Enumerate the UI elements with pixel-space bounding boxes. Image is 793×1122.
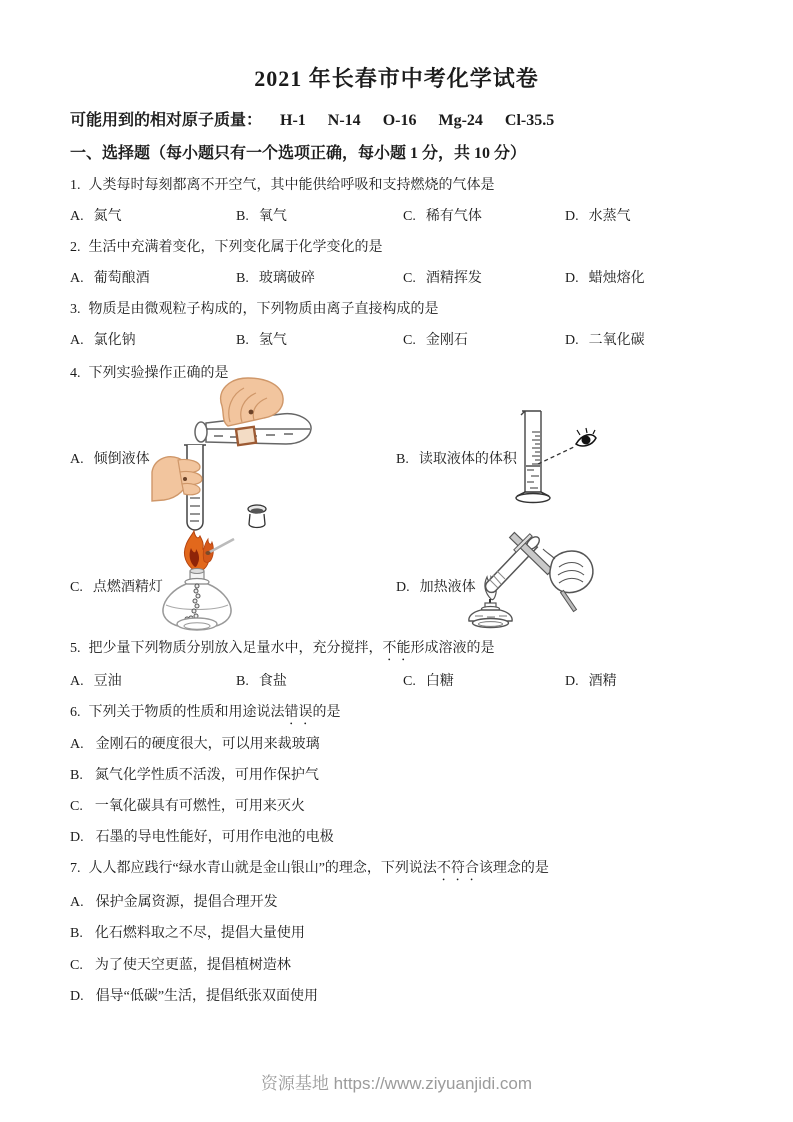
option-label: D.: [565, 674, 579, 689]
option-label: D.: [70, 830, 84, 845]
question-text: 下列关于物质的性质和用途说法: [88, 705, 285, 720]
option-a[interactable]: [70, 672, 236, 691]
figure-caption-text: 倾倒液体: [93, 452, 150, 467]
option-text: 白糖: [425, 674, 454, 689]
option-b[interactable]: [236, 207, 403, 226]
option-b[interactable]: [236, 269, 403, 288]
question-7-option-d[interactable]: [70, 987, 730, 1006]
option-d[interactable]: [565, 269, 725, 288]
figure-c-caption[interactable]: [70, 576, 163, 596]
option-b[interactable]: [236, 672, 403, 691]
option-c[interactable]: [403, 269, 565, 288]
option-text: 一氧化碳具有可燃性，可用来灭火: [94, 799, 305, 814]
atomic-mass-value: H-1: [280, 112, 306, 129]
footer-link[interactable]: 资源基地 https://www.ziyuanjidi.com: [260, 1074, 533, 1093]
option-label: C.: [403, 674, 416, 689]
option-label: D.: [565, 271, 579, 286]
question-2-options: [70, 269, 725, 288]
option-label: B.: [236, 209, 249, 224]
question-text: 生活中充满着变化，下列变化属于化学变化的是: [88, 240, 383, 255]
option-label: D.: [565, 333, 579, 348]
atomic-mass-value: Mg-24: [438, 112, 483, 129]
question-1-options: [70, 207, 725, 226]
option-text: 食盐: [258, 674, 287, 689]
question-number: 1.: [70, 178, 81, 193]
question-3-stem: [70, 300, 730, 319]
option-text: 保护金属资源，提倡合理开发: [95, 895, 278, 910]
option-a[interactable]: [70, 331, 236, 350]
option-d[interactable]: [565, 672, 725, 691]
question-text-emphasis: 不符合: [436, 861, 479, 876]
figure-a-caption[interactable]: [70, 448, 150, 468]
question-7-option-c[interactable]: [70, 956, 730, 975]
option-text: 氮气化学性质不活泼，可用作保护气: [94, 768, 319, 783]
question-number: 6.: [70, 705, 81, 720]
option-label: B.: [70, 768, 83, 783]
read-volume-figure: [494, 404, 604, 504]
question-7-option-b[interactable]: [70, 924, 730, 943]
option-label: A.: [70, 271, 84, 286]
option-label: D.: [396, 580, 410, 595]
option-label: C.: [403, 271, 416, 286]
figure-caption-text: 点燃酒精灯: [92, 580, 163, 595]
question-number: 2.: [70, 240, 81, 255]
option-text: 蜡烛熔化: [588, 271, 645, 286]
question-text: 该理念的是: [478, 861, 549, 876]
question-text: 的是: [312, 705, 341, 720]
option-label: D.: [70, 989, 84, 1004]
question-number: 7.: [70, 861, 81, 876]
question-7-stem: [70, 859, 730, 884]
option-text: 二氧化碳: [588, 333, 645, 348]
question-3-options: [70, 331, 725, 350]
option-text: 氧气: [258, 209, 287, 224]
option-label: A.: [70, 333, 84, 348]
option-label: C.: [70, 799, 83, 814]
question-5-stem: [70, 639, 730, 664]
question-6-option-d[interactable]: [70, 828, 730, 847]
question-6-option-b[interactable]: [70, 766, 730, 785]
question-6-option-a[interactable]: [70, 735, 730, 754]
option-d[interactable]: [565, 207, 725, 226]
option-b[interactable]: [236, 331, 403, 350]
option-a[interactable]: [70, 269, 236, 288]
option-label: B.: [236, 333, 249, 348]
option-label: B.: [236, 271, 249, 286]
option-label: C.: [403, 209, 416, 224]
atomic-mass-value: O-16: [382, 112, 417, 129]
question-text: 人类每时每刻都离不开空气，其中能供给呼吸和支持燃烧的气体是: [88, 178, 495, 193]
question-number: 5.: [70, 641, 81, 656]
question-6-option-c[interactable]: [70, 797, 730, 816]
question-text-emphasis: 错误: [284, 705, 313, 720]
question-number: 3.: [70, 302, 81, 317]
question-text: 把少量下列物质分别放入足量水中，充分搅拌，: [88, 641, 383, 656]
option-label: B.: [70, 926, 83, 941]
option-text: 金刚石的硬度很大，可以用来裁玻璃: [95, 737, 320, 752]
footer-watermark: [0, 1069, 793, 1094]
question-5-options: [70, 672, 725, 691]
option-text: 稀有气体: [425, 209, 482, 224]
option-c[interactable]: [403, 672, 565, 691]
question-7-option-a[interactable]: [70, 893, 730, 912]
option-label: B.: [396, 452, 409, 467]
option-label: C.: [403, 333, 416, 348]
pour-liquid-figure: [152, 376, 324, 534]
atomic-mass-value: Cl-35.5: [504, 112, 555, 129]
option-a[interactable]: [70, 207, 236, 226]
option-label: A.: [70, 452, 84, 467]
option-label: A.: [70, 895, 84, 910]
option-c[interactable]: [403, 331, 565, 350]
heat-liquid-figure: [455, 515, 615, 635]
option-text: 氢气: [258, 333, 287, 348]
option-text: 氮气: [93, 209, 122, 224]
option-text: 酒精挥发: [425, 271, 482, 286]
option-text: 石墨的导电性能好，可用作电池的电极: [95, 830, 334, 845]
page-title: 2021 年长春市中考化学试卷: [254, 66, 539, 91]
question-2-stem: [70, 238, 730, 257]
option-text: 倡导“低碳”生活，提倡纸张双面使用: [95, 989, 319, 1004]
option-text: 葡萄酿酒: [93, 271, 150, 286]
question-number: 4.: [70, 366, 81, 381]
option-text: 金刚石: [425, 333, 468, 348]
question-text: 下列实验操作正确的是: [88, 366, 229, 381]
section-heading: 一、选择题（每小题只有一个选项正确，每小题 1 分，共 10 分）: [70, 145, 527, 162]
option-label: A.: [70, 209, 84, 224]
option-label: C.: [70, 580, 83, 595]
option-label: A.: [70, 737, 84, 752]
option-text: 为了使天空更蓝，提倡植树造林: [94, 958, 291, 973]
figure-caption-text: 加热液体: [419, 580, 476, 595]
question-text: 形成溶液的是: [410, 641, 495, 656]
question-6-stem: [70, 703, 730, 728]
option-text: 酒精: [588, 674, 617, 689]
question-1-stem: [70, 176, 730, 195]
atomic-mass-line: [70, 107, 576, 130]
option-label: D.: [565, 209, 579, 224]
option-text: 玻璃破碎: [258, 271, 315, 286]
question-text: 物质是由微观粒子构成的，下列物质由离子直接构成的是: [88, 302, 439, 317]
option-text: 豆油: [93, 674, 122, 689]
option-label: A.: [70, 674, 84, 689]
atomic-mass-label: 可能用到的相对原子质量：: [70, 112, 263, 129]
option-c[interactable]: [403, 207, 565, 226]
option-text: 水蒸气: [588, 209, 631, 224]
option-text: 化石燃料取之不尽，提倡大量使用: [94, 926, 305, 941]
option-label: C.: [70, 958, 83, 973]
light-alcohol-lamp-figure: [158, 527, 246, 633]
atomic-mass-value: N-14: [327, 112, 361, 129]
figure-caption-text: 读取液体的体积: [418, 452, 517, 467]
question-text-emphasis: 不能: [382, 641, 411, 656]
question-text: 人人都应践行“绿水青山就是金山银山”的理念，下列说法: [88, 861, 437, 876]
option-label: B.: [236, 674, 249, 689]
option-text: 氯化钠: [93, 333, 136, 348]
option-d[interactable]: [565, 331, 725, 350]
